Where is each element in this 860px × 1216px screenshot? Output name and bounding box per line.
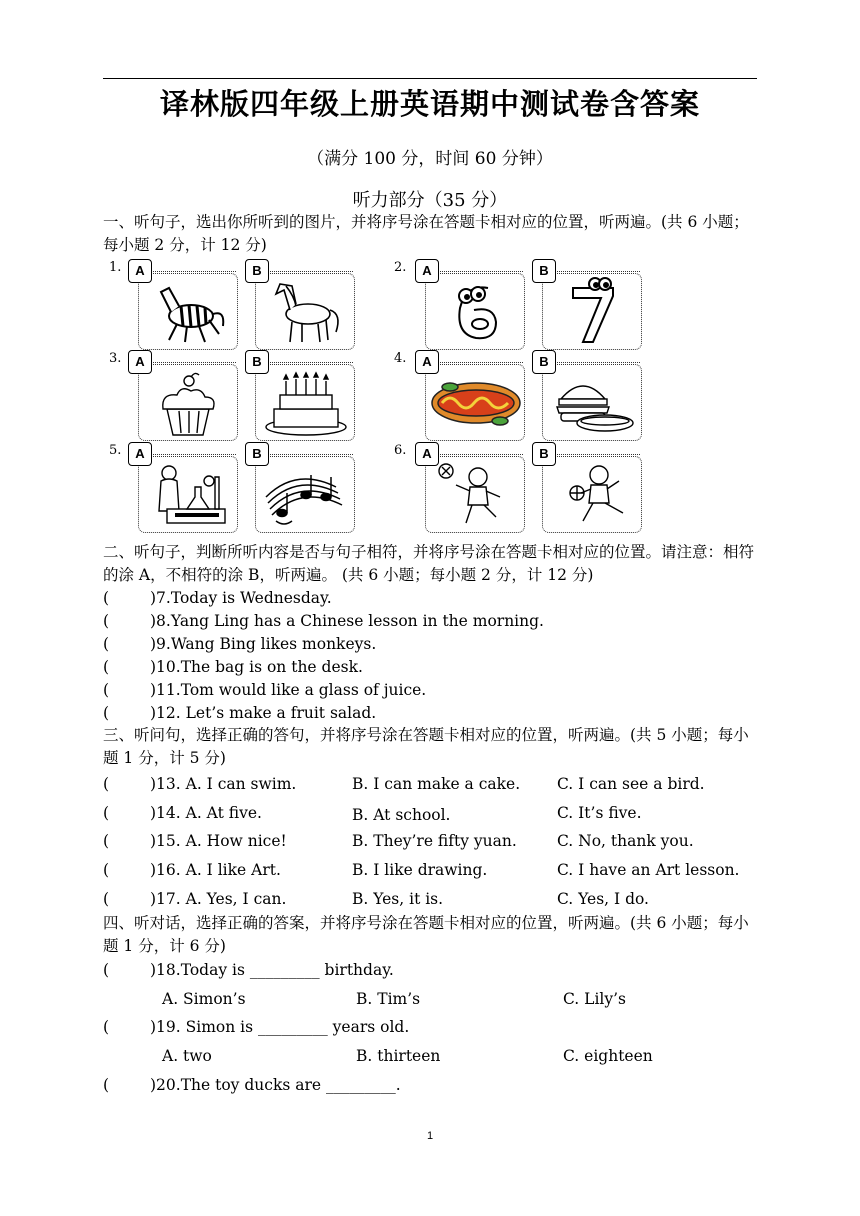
picture-option-b[interactable] <box>255 456 355 533</box>
choice-option-b: B. Tim’s <box>356 990 421 1008</box>
option-label-a: A <box>128 259 152 283</box>
option-label-b: B <box>245 350 269 374</box>
zebra-picture <box>139 274 237 349</box>
picture-option-a[interactable] <box>425 273 525 350</box>
true-false-statement: )8.Yang Ling has a Chinese lesson in the morning. <box>150 612 544 630</box>
boy-playing-basketball-picture <box>543 457 641 532</box>
question-option-c: C. No, thank you. <box>557 832 694 851</box>
answer-paren[interactable]: ( <box>103 612 110 630</box>
answer-paren[interactable]: ( <box>103 889 110 908</box>
number-six-picture <box>426 274 524 349</box>
dotted-connector <box>437 271 523 272</box>
dialogue-question: )20.The toy ducks are _________. <box>150 1076 401 1094</box>
answer-paren[interactable]: ( <box>103 635 110 653</box>
question-number: 2. <box>394 260 407 275</box>
dotted-connector <box>150 271 236 272</box>
question-option-b: B. At school. <box>352 805 451 824</box>
picture-option-b[interactable] <box>255 364 355 441</box>
question-option-b: B. They’re fifty yuan. <box>352 832 517 851</box>
option-label-a: A <box>415 259 439 283</box>
dotted-connector <box>150 454 236 455</box>
picture-option-b[interactable] <box>542 273 642 350</box>
music-notes-picture <box>256 457 354 532</box>
option-label-b: B <box>532 259 556 283</box>
option-label-b: B <box>532 442 556 466</box>
true-false-statement: )11.Tom would like a glass of juice. <box>150 681 427 699</box>
picture-option-a[interactable] <box>138 364 238 441</box>
answer-paren[interactable]: ( <box>103 681 110 699</box>
page-number: 1 <box>426 1130 434 1142</box>
answer-paren[interactable]: ( <box>103 704 110 722</box>
birthday-cake-picture <box>256 365 354 440</box>
choice-option-b: B. thirteen <box>356 1047 441 1065</box>
science-lab-picture <box>139 457 237 532</box>
question-option-c: C. Yes, I do. <box>557 889 649 908</box>
option-label-b: B <box>532 350 556 374</box>
question-option-c: C. I can see a bird. <box>557 775 705 793</box>
picture-option-b[interactable] <box>542 456 642 533</box>
answer-paren[interactable]: ( <box>103 861 110 880</box>
horse-picture <box>256 274 354 349</box>
dotted-connector <box>267 271 353 272</box>
question-option-a: )15. A. How nice! <box>150 832 287 851</box>
question-option-c: C. It’s five. <box>557 803 642 822</box>
question-number: 4. <box>394 351 407 366</box>
dialogue-question: )19. Simon is _________ years old. <box>150 1018 410 1036</box>
picture-option-a[interactable] <box>138 273 238 350</box>
option-label-a: A <box>415 350 439 374</box>
answer-paren[interactable]: ( <box>103 658 110 676</box>
section4-heading: 四、听对话，选择正确的答案，并将序号涂在答题卡相对应的位置，听两遍。(共 6 小题；每小题 1 分，计 6 分) <box>103 914 749 955</box>
listening-part-heading: 听力部分（35 分） <box>352 190 508 211</box>
page-title: 译林版四年级上册英语期中测试卷含答案 <box>159 87 700 121</box>
true-false-statement: )9.Wang Bing likes monkeys. <box>150 635 377 653</box>
question-option-a: )14. A. At five. <box>150 803 262 822</box>
boy-playing-football-picture <box>426 457 524 532</box>
choice-option-c: C. eighteen <box>563 1047 653 1065</box>
question-number: 6. <box>394 443 407 458</box>
dotted-connector <box>437 362 523 363</box>
question-number: 5. <box>109 443 122 458</box>
option-label-a: A <box>128 442 152 466</box>
dotted-connector <box>150 362 236 363</box>
option-label-b: B <box>245 442 269 466</box>
true-false-statement: )10.The bag is on the desk. <box>150 658 363 676</box>
question-option-a: )17. A. Yes, I can. <box>150 889 287 908</box>
hot-dog-picture <box>426 365 524 440</box>
option-label-a: A <box>128 350 152 374</box>
dotted-connector <box>554 454 640 455</box>
true-false-statement: )12. Let’s make a fruit salad. <box>150 704 377 722</box>
answer-paren[interactable]: ( <box>103 589 110 607</box>
picture-option-b[interactable] <box>542 364 642 441</box>
number-seven-picture <box>543 274 641 349</box>
option-label-b: B <box>245 259 269 283</box>
answer-paren[interactable]: ( <box>103 775 110 793</box>
picture-option-a[interactable] <box>425 456 525 533</box>
choice-option-c: C. Lily’s <box>563 990 627 1008</box>
question-number: 1. <box>109 260 122 275</box>
dialogue-question: )18.Today is _________ birthday. <box>150 961 394 979</box>
page-subtitle: （满分 100 分，时间 60 分钟） <box>307 149 553 169</box>
top-rule <box>103 78 757 79</box>
cupcake-picture <box>139 365 237 440</box>
question-option-a: )16. A. I like Art. <box>150 861 281 880</box>
hamburger-and-hot-dog-picture <box>543 365 641 440</box>
picture-option-a[interactable] <box>138 456 238 533</box>
dotted-connector <box>267 362 353 363</box>
section2-heading: 二、听句子，判断所听内容是否与句子相符，并将序号涂在答题卡相对应的位置。请注意：相符的涂 A，不相符的涂 B，听两遍。 (共 6 小题；每小题 2 分，计 12 分) <box>103 543 755 584</box>
choice-option-a: A. two <box>162 1047 212 1065</box>
dotted-connector <box>554 271 640 272</box>
dotted-connector <box>437 454 523 455</box>
section1-heading: 一、听句子，选出你所听到的图片，并将序号涂在答题卡相对应的位置，听两遍。(共 6 小题；每小题 2 分，计 12 分) <box>103 213 749 254</box>
answer-paren[interactable]: ( <box>103 803 110 822</box>
question-option-b: B. I like drawing. <box>352 861 488 880</box>
question-option-b: B. I can make a cake. <box>352 775 521 793</box>
answer-paren[interactable]: ( <box>103 1018 110 1036</box>
picture-option-a[interactable] <box>425 364 525 441</box>
answer-paren[interactable]: ( <box>103 1076 110 1094</box>
true-false-statement: )7.Today is Wednesday. <box>150 589 332 607</box>
question-option-a: )13. A. I can swim. <box>150 775 297 793</box>
question-option-c: C. I have an Art lesson. <box>557 861 740 880</box>
option-label-a: A <box>415 442 439 466</box>
choice-option-a: A. Simon’s <box>162 990 246 1008</box>
dotted-connector <box>554 362 640 363</box>
answer-paren[interactable]: ( <box>103 832 110 851</box>
question-option-b: B. Yes, it is. <box>352 889 444 908</box>
dotted-connector <box>267 454 353 455</box>
question-number: 3. <box>109 351 122 366</box>
section3-heading: 三、听问句，选择正确的答句，并将序号涂在答题卡相对应的位置，听两遍。(共 5 小题；每小题 1 分，计 5 分) <box>103 726 749 767</box>
answer-paren[interactable]: ( <box>103 961 110 979</box>
picture-option-b[interactable] <box>255 273 355 350</box>
